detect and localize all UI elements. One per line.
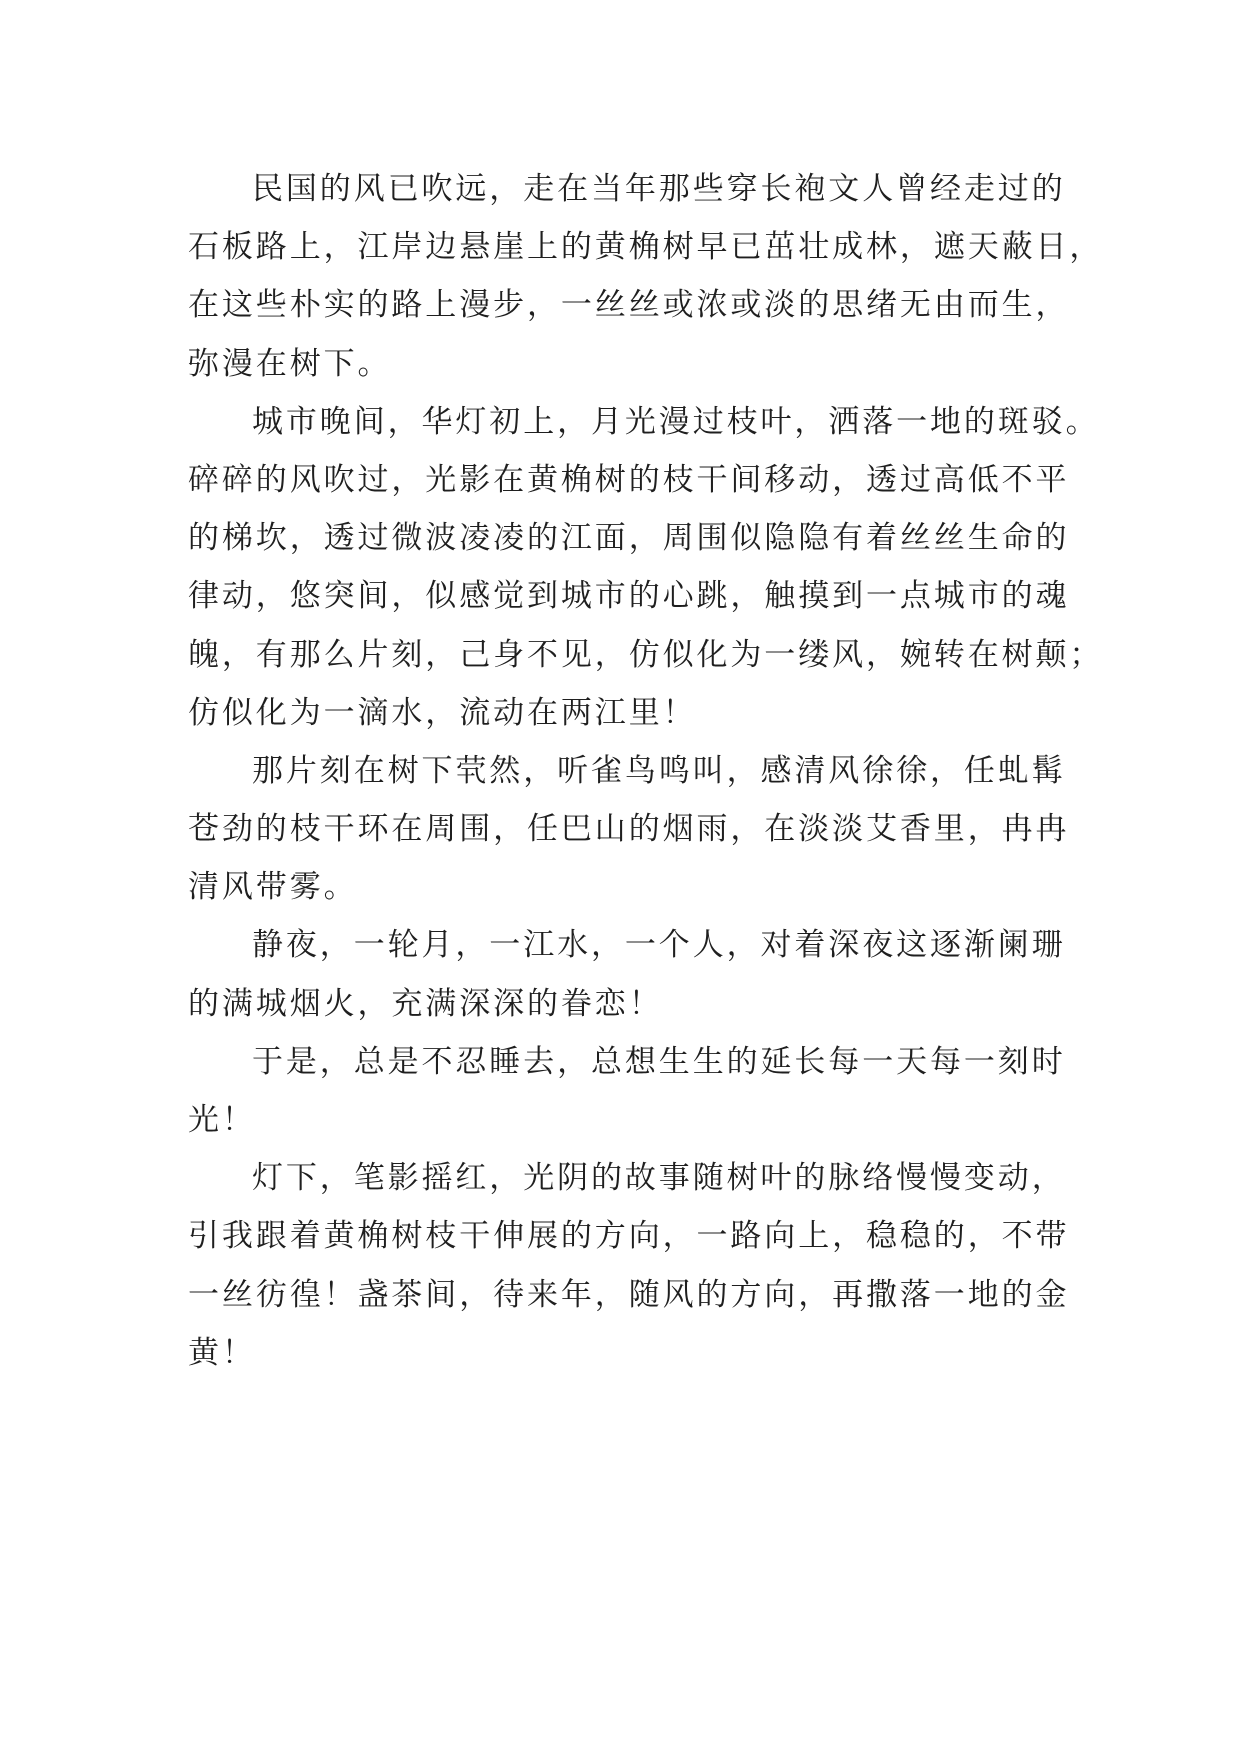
text-line: 引我跟着黄桷树枝干伸展的方向，一路向上，稳稳的，不带 <box>188 1218 1070 1255</box>
paragraph-4 <box>188 916 1068 1032</box>
text-line: 清风带雾。 <box>188 869 358 906</box>
paragraph-6 <box>188 1149 1068 1382</box>
text-line: 石板路上，江岸边悬崖上的黄桷树早已茁壮成林，遮天蔽日， <box>188 229 1104 266</box>
text-line: 的梯坎，透过微波凌凌的江面，周围似隐隐有着丝丝生命的 <box>188 520 1070 557</box>
text-line: 一丝彷徨！盏茶间，待来年，随风的方向，再撒落一地的金 <box>188 1276 1070 1313</box>
text-line: 黄！ <box>188 1334 256 1371</box>
text-line: 那片刻在树下茕然，听雀鸟鸣叫，感清风徐徐，任虬髯 <box>252 752 1066 789</box>
text-line: 静夜，一轮月，一江水，一个人，对着深夜这逐渐阑珊 <box>252 927 1066 964</box>
text-line: 的满城烟火，充满深深的眷恋！ <box>188 985 663 1022</box>
text-line: 民国的风已吹远，走在当年那些穿长袍文人曾经走过的 <box>252 171 1066 207</box>
text-line: 苍劲的枝干环在周围，任巴山的烟雨，在淡淡艾香里，冉冉 <box>188 811 1070 848</box>
text-line: 城市晚间，华灯初上，月光漫过枝叶，洒落一地的斑驳。 <box>252 403 1100 440</box>
paragraph-2 <box>188 393 1104 742</box>
text-line: 于是，总是不忍睡去，总想生生的延长每一天每一刻时 <box>252 1043 1066 1080</box>
text-line: 光！ <box>188 1102 256 1138</box>
text-line: 仿似化为一滴水，流动在两江里！ <box>188 694 697 731</box>
text-line: 律动，悠突间，似感觉到城市的心跳，触摸到一点城市的魂 <box>188 578 1070 615</box>
text-line: 碎碎的风吹过，光影在黄桷树的枝干间移动，透过高低不平 <box>188 461 1070 498</box>
paragraph-1 <box>188 160 1104 393</box>
paragraph-3 <box>188 742 1068 917</box>
text-line: 弥漫在树下。 <box>188 345 392 382</box>
text-line: 魄，有那么片刻，己身不见，仿似化为一缕风，婉转在树颠； <box>188 636 1104 673</box>
text-line: 灯下，笔影摇红，光阴的故事随树叶的脉络慢慢变动， <box>252 1160 1066 1197</box>
essay-body <box>188 160 1104 1382</box>
paragraph-5 <box>188 1033 1068 1149</box>
text-line: 在这些朴实的路上漫步，一丝丝或浓或淡的思绪无由而生， <box>188 287 1070 324</box>
